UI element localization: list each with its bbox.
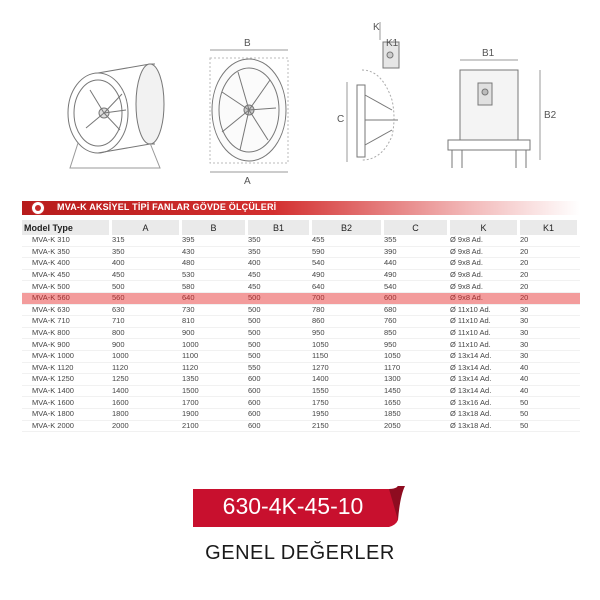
- cell-value: Ø 11x10 Ad.: [450, 328, 520, 340]
- cell-model: MVA-K 450: [22, 270, 112, 282]
- technical-drawings: [0, 0, 600, 190]
- fan-perspective-drawing: [68, 64, 164, 168]
- cell-value: Ø 9x8 Ad.: [450, 270, 520, 282]
- cell-value: 350: [248, 247, 312, 259]
- table-row: [22, 305, 580, 317]
- cell-value: 1250: [112, 374, 182, 386]
- cell-value: 600: [248, 421, 312, 433]
- table-row: [22, 397, 580, 409]
- cell-value: 530: [182, 270, 248, 282]
- cell-value: 810: [182, 316, 248, 328]
- cell-value: 50: [520, 397, 580, 409]
- header-a: A: [112, 220, 182, 235]
- header-k: K: [450, 220, 520, 235]
- cell-value: 500: [248, 328, 312, 340]
- dimension-label-a: A: [244, 176, 251, 187]
- cell-value: 560: [112, 293, 182, 305]
- table-row: [22, 421, 580, 433]
- cell-value: 490: [384, 270, 450, 282]
- cell-value: 1550: [312, 386, 384, 398]
- cell-value: 20: [520, 270, 580, 282]
- cell-model: MVA-K 900: [22, 339, 112, 351]
- cell-model: MVA-K 710: [22, 316, 112, 328]
- cell-value: 500: [248, 339, 312, 351]
- cell-value: 1350: [182, 374, 248, 386]
- cell-value: 40: [520, 386, 580, 398]
- dimension-label-b1: B1: [482, 48, 495, 59]
- header-model-type: Model Type: [22, 220, 112, 235]
- cell-value: 630: [112, 305, 182, 317]
- cell-value: 50: [520, 421, 580, 433]
- table-row: [22, 293, 580, 305]
- table-row: [22, 409, 580, 421]
- header-b2: B2: [312, 220, 384, 235]
- cell-value: 30: [520, 316, 580, 328]
- cell-value: 1000: [182, 339, 248, 351]
- cell-value: Ø 11x10 Ad.: [450, 305, 520, 317]
- cell-value: 400: [112, 258, 182, 270]
- cell-value: 800: [112, 328, 182, 340]
- model-code-text: 630-4K-45-10: [222, 493, 364, 519]
- dimension-label-c: C: [337, 114, 345, 125]
- cell-model: MVA-K 1120: [22, 363, 112, 375]
- cell-value: 2000: [112, 421, 182, 433]
- cell-value: 1750: [312, 397, 384, 409]
- cell-value: 1100: [182, 351, 248, 363]
- cell-value: 1300: [384, 374, 450, 386]
- header-c: C: [384, 220, 450, 235]
- table-title: MVA-K AKSİYEL TİPİ FANLAR GÖVDE ÖLÇÜLERİ: [57, 202, 277, 212]
- cell-value: 2050: [384, 421, 450, 433]
- cell-value: 500: [248, 305, 312, 317]
- cell-value: 20: [520, 235, 580, 247]
- cell-value: Ø 9x8 Ad.: [450, 247, 520, 259]
- cell-value: 900: [112, 339, 182, 351]
- table-row: [22, 339, 580, 351]
- header-b: B: [182, 220, 248, 235]
- table-row: [22, 235, 580, 247]
- cell-value: 540: [312, 258, 384, 270]
- cell-value: 680: [384, 305, 450, 317]
- cell-value: 1950: [312, 409, 384, 421]
- cell-value: 1000: [112, 351, 182, 363]
- table-row: [22, 328, 580, 340]
- cell-value: Ø 9x8 Ad.: [450, 235, 520, 247]
- cell-value: Ø 9x8 Ad.: [450, 293, 520, 305]
- general-values-subtitle: GENEL DEĞERLER: [205, 542, 395, 564]
- cell-value: 580: [182, 281, 248, 293]
- table-row: [22, 258, 580, 270]
- cell-value: Ø 13x14 Ad.: [450, 363, 520, 375]
- cell-value: Ø 13x16 Ad.: [450, 397, 520, 409]
- cell-value: 640: [312, 281, 384, 293]
- table-row: [22, 386, 580, 398]
- cell-model: MVA-K 1800: [22, 409, 112, 421]
- cell-value: 20: [520, 281, 580, 293]
- dimension-label-b: B: [244, 38, 251, 49]
- dimensions-table: [22, 220, 580, 432]
- cell-value: Ø 13x14 Ad.: [450, 374, 520, 386]
- cell-model: MVA-K 1250: [22, 374, 112, 386]
- cell-value: Ø 11x10 Ad.: [450, 316, 520, 328]
- fan-front-drawing: [210, 50, 288, 172]
- cell-value: 490: [312, 270, 384, 282]
- fan-drawings-svg: [0, 0, 600, 190]
- cell-model: MVA-K 630: [22, 305, 112, 317]
- dimension-label-k: K: [373, 22, 380, 33]
- cell-value: 600: [248, 374, 312, 386]
- company-logo-icon: [31, 201, 45, 215]
- cell-value: 450: [248, 281, 312, 293]
- cell-value: Ø 13x14 Ad.: [450, 386, 520, 398]
- cell-value: 1850: [384, 409, 450, 421]
- cell-value: 450: [248, 270, 312, 282]
- table-row: [22, 270, 580, 282]
- table-row: [22, 363, 580, 375]
- cell-value: 1700: [182, 397, 248, 409]
- cell-value: 500: [248, 316, 312, 328]
- cell-value: 395: [182, 235, 248, 247]
- cell-value: 40: [520, 363, 580, 375]
- table-row: [22, 281, 580, 293]
- cell-value: 355: [384, 235, 450, 247]
- cell-value: 950: [384, 339, 450, 351]
- cell-value: 600: [248, 386, 312, 398]
- cell-value: 350: [112, 247, 182, 259]
- dimension-label-k1: K1: [386, 38, 399, 49]
- cell-value: 30: [520, 328, 580, 340]
- cell-value: 500: [248, 293, 312, 305]
- cell-value: 20: [520, 293, 580, 305]
- cell-model: MVA-K 350: [22, 247, 112, 259]
- cell-value: 455: [312, 235, 384, 247]
- cell-value: Ø 13x14 Ad.: [450, 351, 520, 363]
- table-title-banner: [22, 201, 580, 215]
- cell-model: MVA-K 1000: [22, 351, 112, 363]
- cell-value: 350: [248, 235, 312, 247]
- cell-value: 700: [312, 293, 384, 305]
- table-header-row: [22, 220, 580, 235]
- cell-value: 1900: [182, 409, 248, 421]
- cell-value: 450: [112, 270, 182, 282]
- cell-value: 1800: [112, 409, 182, 421]
- cell-value: 50: [520, 409, 580, 421]
- cell-value: 1400: [112, 386, 182, 398]
- cell-value: Ø 11x10 Ad.: [450, 339, 520, 351]
- cell-value: 30: [520, 305, 580, 317]
- cell-model: MVA-K 1600: [22, 397, 112, 409]
- table-row: [22, 316, 580, 328]
- cell-value: 1170: [384, 363, 450, 375]
- cell-value: 500: [248, 351, 312, 363]
- cell-value: 2100: [182, 421, 248, 433]
- cell-value: 1050: [384, 351, 450, 363]
- cell-model: MVA-K 560: [22, 293, 112, 305]
- cell-value: 600: [248, 397, 312, 409]
- cell-model: MVA-K 500: [22, 281, 112, 293]
- cell-model: MVA-K 2000: [22, 421, 112, 433]
- cell-value: 20: [520, 258, 580, 270]
- cell-value: 30: [520, 339, 580, 351]
- cell-value: 1650: [384, 397, 450, 409]
- cell-value: 440: [384, 258, 450, 270]
- cell-value: 430: [182, 247, 248, 259]
- cell-value: 710: [112, 316, 182, 328]
- cell-value: 1050: [312, 339, 384, 351]
- cell-value: 730: [182, 305, 248, 317]
- cell-value: 760: [384, 316, 450, 328]
- fan-top-drawing: [448, 60, 540, 168]
- cell-value: 600: [384, 293, 450, 305]
- cell-value: 1150: [312, 351, 384, 363]
- cell-value: 1120: [112, 363, 182, 375]
- cell-value: 390: [384, 247, 450, 259]
- cell-value: 900: [182, 328, 248, 340]
- cell-value: 780: [312, 305, 384, 317]
- cell-value: 500: [112, 281, 182, 293]
- cell-value: Ø 13x18 Ad.: [450, 409, 520, 421]
- cell-value: 550: [248, 363, 312, 375]
- cell-model: MVA-K 1400: [22, 386, 112, 398]
- cell-model: MVA-K 400: [22, 258, 112, 270]
- cell-value: 600: [248, 409, 312, 421]
- cell-value: 590: [312, 247, 384, 259]
- cell-model: MVA-K 800: [22, 328, 112, 340]
- cell-value: 1500: [182, 386, 248, 398]
- cell-value: Ø 9x8 Ad.: [450, 281, 520, 293]
- cell-value: 315: [112, 235, 182, 247]
- cell-value: 40: [520, 374, 580, 386]
- cell-value: 850: [384, 328, 450, 340]
- dimension-label-b2: B2: [544, 110, 557, 121]
- table-row: [22, 247, 580, 259]
- cell-value: 1400: [312, 374, 384, 386]
- cell-value: 30: [520, 351, 580, 363]
- cell-value: 640: [182, 293, 248, 305]
- table-row: [22, 374, 580, 386]
- cell-value: Ø 13x18 Ad.: [450, 421, 520, 433]
- cell-value: 1270: [312, 363, 384, 375]
- table-row: [22, 351, 580, 363]
- cell-value: 2150: [312, 421, 384, 433]
- header-k1: K1: [520, 220, 580, 235]
- cell-value: 950: [312, 328, 384, 340]
- cell-value: 540: [384, 281, 450, 293]
- cell-value: Ø 9x8 Ad.: [450, 258, 520, 270]
- cell-value: 1600: [112, 397, 182, 409]
- cell-value: 480: [182, 258, 248, 270]
- cell-value: 1120: [182, 363, 248, 375]
- cell-value: 1450: [384, 386, 450, 398]
- model-code-tag: [193, 486, 405, 527]
- header-b1: B1: [248, 220, 312, 235]
- cell-value: 400: [248, 258, 312, 270]
- cell-model: MVA-K 310: [22, 235, 112, 247]
- cell-value: 20: [520, 247, 580, 259]
- cell-value: 860: [312, 316, 384, 328]
